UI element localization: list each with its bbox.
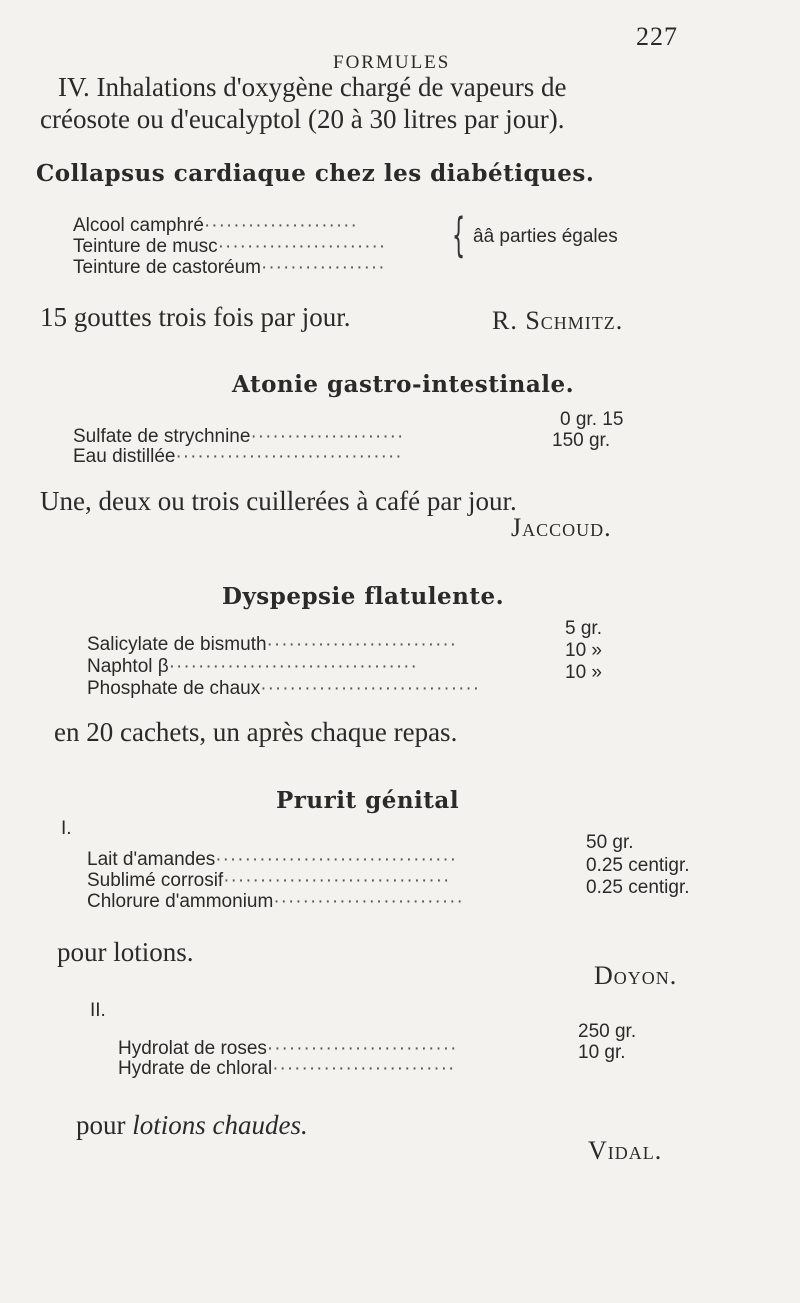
leader-dots: ·································· (168, 656, 418, 677)
ingredient-name: Hydrolat de roses (118, 1038, 267, 1059)
heading-atonie: Atonie gastro-intestinale. (232, 371, 575, 398)
ingredient-name: Lait d'amandes (87, 849, 216, 870)
ingredient-row (118, 1038, 457, 1060)
quantity: 0 gr. 15 (560, 409, 624, 430)
quantity: 0.25 centigr. (586, 877, 690, 898)
leader-dots: ······························ (260, 678, 481, 699)
usage-lotions-chaudes (76, 1110, 308, 1141)
usage-italic: lotions chaudes. (132, 1110, 308, 1140)
quantity: 150 gr. (552, 430, 611, 451)
leader-dots: ························· (272, 1058, 456, 1079)
ingredient-row (73, 215, 358, 237)
leader-dots: ····················· (250, 426, 405, 447)
section-iv-line-2: créosote ou d'eucalyptol (20 à 30 litres par jour). (40, 104, 565, 134)
ingredient-row (87, 849, 457, 871)
ingredient-row (73, 257, 386, 279)
quantity: 50 gr. (586, 832, 634, 853)
quantity: 10 gr. (578, 1042, 626, 1063)
page-number: 227 (636, 22, 678, 51)
ingredient-row (73, 426, 404, 448)
leader-dots: ·························· (266, 634, 458, 655)
author-doyon: Doyon. (594, 961, 678, 990)
section-numeral: I. (61, 818, 72, 839)
author-vidal: Vidal. (588, 1136, 663, 1165)
section-iv-line-1: IV. Inhalations d'oxygène chargé de vapeurs de (58, 72, 567, 102)
ingredient-row (87, 656, 418, 678)
leader-dots: ······························· (175, 446, 403, 467)
usage-lotions: pour lotions. (57, 937, 194, 967)
dosage-dyspepsie: en 20 cachets, un après chaque repas. (54, 717, 458, 747)
usage-prefix: pour (76, 1110, 126, 1140)
ingredient-name: Alcool camphré (73, 215, 204, 236)
ingredient-row (87, 870, 450, 892)
running-header: FORMULES (333, 52, 451, 73)
heading-collapsus: Collapsus cardiaque chez les diabétiques. (36, 160, 595, 187)
section-numeral: II. (90, 1000, 106, 1021)
quantity: 10 » (565, 662, 602, 683)
ingredient-name: Sulfate de strychnine (73, 426, 251, 447)
ingredient-name: Chlorure d'ammonium (87, 891, 274, 912)
ingredient-name: Hydrate de chloral (118, 1058, 273, 1079)
ingredient-row (118, 1058, 455, 1080)
dosage-collapsus: 15 gouttes trois fois par jour. (40, 302, 351, 332)
ingredient-row (87, 891, 464, 913)
leader-dots: ····················· (203, 215, 358, 236)
ingredient-name: Phosphate de chaux (87, 678, 261, 699)
quantity: 5 gr. (565, 618, 602, 639)
ingredient-row (87, 678, 480, 700)
leader-dots: ················· (261, 257, 386, 278)
author-jaccoud: Jaccoud. (511, 513, 612, 542)
ingredient-name: Sublimé corrosif (87, 870, 224, 891)
ingredient-name: Teinture de castoréum (73, 257, 261, 278)
ingredient-name: Naphtol β (87, 656, 169, 677)
ingredient-row (73, 236, 386, 258)
leader-dots: ·························· (266, 1038, 458, 1059)
heading-prurit: Prurit génital (276, 787, 460, 814)
quantity: 0.25 centigr. (586, 855, 690, 876)
ingredient-name: Teinture de musc (73, 236, 218, 257)
grouping-brace: { (452, 208, 466, 262)
leader-dots: ································· (215, 849, 458, 870)
leader-dots: ·························· (273, 891, 464, 912)
dosage-atonie: Une, deux ou trois cuillerées à café par jour. (40, 486, 517, 516)
quantity: 250 gr. (578, 1021, 637, 1042)
quantity: 10 » (565, 640, 602, 661)
author-schmitz: R. Schmitz. (492, 306, 624, 335)
heading-dyspepsie: Dyspepsie flatulente. (222, 583, 505, 610)
ingredient-name: Salicylate de bismuth (87, 634, 267, 655)
ingredient-name: Eau distillée (73, 446, 176, 467)
leader-dots: ······························· (223, 870, 451, 891)
ingredient-row (73, 446, 403, 468)
grouped-quantity: ââ parties égales (473, 226, 618, 247)
ingredient-row (87, 634, 457, 656)
leader-dots: ······················· (217, 236, 387, 257)
